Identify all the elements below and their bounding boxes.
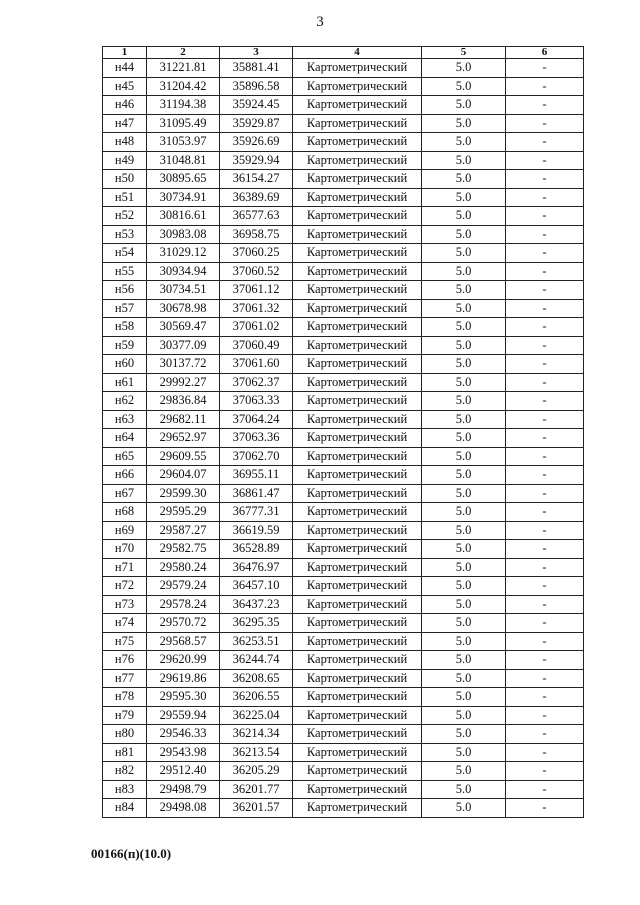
method-cell: Картометрический [293, 595, 422, 614]
x-coordinate-cell: 29587.27 [147, 521, 220, 540]
method-cell: Картометрический [293, 114, 422, 133]
table-row [103, 207, 584, 226]
table-row [103, 762, 584, 781]
method-cell: Картометрический [293, 392, 422, 411]
method-cell: Картометрический [293, 207, 422, 226]
note-cell: - [506, 799, 584, 818]
point-id-cell: н54 [103, 244, 147, 263]
table-row [103, 318, 584, 337]
method-cell: Картометрический [293, 355, 422, 374]
table-row [103, 614, 584, 633]
y-coordinate-cell: 36201.57 [220, 799, 293, 818]
x-coordinate-cell: 31095.49 [147, 114, 220, 133]
note-cell: - [506, 133, 584, 152]
x-coordinate-cell: 29543.98 [147, 743, 220, 762]
note-cell: - [506, 614, 584, 633]
table-row [103, 632, 584, 651]
method-cell: Картометрический [293, 577, 422, 596]
point-id-cell: н44 [103, 59, 147, 78]
x-coordinate-cell: 30137.72 [147, 355, 220, 374]
note-cell: - [506, 299, 584, 318]
table-row [103, 410, 584, 429]
table-row [103, 669, 584, 688]
table-body [103, 59, 584, 818]
table-row [103, 336, 584, 355]
note-cell: - [506, 577, 584, 596]
method-cell: Картометрический [293, 410, 422, 429]
table-row [103, 429, 584, 448]
point-id-cell: н78 [103, 688, 147, 707]
x-coordinate-cell: 29568.57 [147, 632, 220, 651]
y-coordinate-cell: 37063.33 [220, 392, 293, 411]
page-number: 3 [316, 14, 324, 30]
x-coordinate-cell: 30734.51 [147, 281, 220, 300]
accuracy-cell: 5.0 [422, 799, 506, 818]
note-cell: - [506, 410, 584, 429]
y-coordinate-cell: 36214.34 [220, 725, 293, 744]
y-coordinate-cell: 36577.63 [220, 207, 293, 226]
note-cell: - [506, 688, 584, 707]
table-row [103, 188, 584, 207]
accuracy-cell: 5.0 [422, 429, 506, 448]
note-cell: - [506, 503, 584, 522]
note-cell: - [506, 318, 584, 337]
accuracy-cell: 5.0 [422, 336, 506, 355]
note-cell: - [506, 59, 584, 78]
accuracy-cell: 5.0 [422, 59, 506, 78]
note-cell: - [506, 96, 584, 115]
note-cell: - [506, 77, 584, 96]
note-cell: - [506, 595, 584, 614]
method-cell: Картометрический [293, 318, 422, 337]
x-coordinate-cell: 30734.91 [147, 188, 220, 207]
column-header: 1 [103, 47, 147, 59]
table-row [103, 521, 584, 540]
x-coordinate-cell: 29595.29 [147, 503, 220, 522]
point-id-cell: н67 [103, 484, 147, 503]
point-id-cell: н75 [103, 632, 147, 651]
column-header: 3 [220, 47, 293, 59]
x-coordinate-cell: 29599.30 [147, 484, 220, 503]
x-coordinate-cell: 31048.81 [147, 151, 220, 170]
point-id-cell: н45 [103, 77, 147, 96]
x-coordinate-cell: 29579.24 [147, 577, 220, 596]
note-cell: - [506, 188, 584, 207]
accuracy-cell: 5.0 [422, 632, 506, 651]
accuracy-cell: 5.0 [422, 114, 506, 133]
table-row [103, 725, 584, 744]
y-coordinate-cell: 36205.29 [220, 762, 293, 781]
note-cell: - [506, 355, 584, 374]
point-id-cell: н48 [103, 133, 147, 152]
accuracy-cell: 5.0 [422, 373, 506, 392]
table-row [103, 484, 584, 503]
x-coordinate-cell: 29682.11 [147, 410, 220, 429]
note-cell: - [506, 540, 584, 559]
y-coordinate-cell: 37060.25 [220, 244, 293, 263]
point-id-cell: н55 [103, 262, 147, 281]
note-cell: - [506, 170, 584, 189]
point-id-cell: н81 [103, 743, 147, 762]
point-id-cell: н73 [103, 595, 147, 614]
accuracy-cell: 5.0 [422, 170, 506, 189]
accuracy-cell: 5.0 [422, 558, 506, 577]
accuracy-cell: 5.0 [422, 77, 506, 96]
method-cell: Картометрический [293, 151, 422, 170]
y-coordinate-cell: 36437.23 [220, 595, 293, 614]
method-cell: Картометрический [293, 632, 422, 651]
point-id-cell: н53 [103, 225, 147, 244]
accuracy-cell: 5.0 [422, 133, 506, 152]
accuracy-cell: 5.0 [422, 410, 506, 429]
method-cell: Картометрический [293, 651, 422, 670]
x-coordinate-cell: 30983.08 [147, 225, 220, 244]
point-id-cell: н70 [103, 540, 147, 559]
y-coordinate-cell: 36389.69 [220, 188, 293, 207]
x-coordinate-cell: 29582.75 [147, 540, 220, 559]
table-row [103, 743, 584, 762]
note-cell: - [506, 281, 584, 300]
x-coordinate-cell: 29619.86 [147, 669, 220, 688]
accuracy-cell: 5.0 [422, 725, 506, 744]
y-coordinate-cell: 36201.77 [220, 780, 293, 799]
point-id-cell: н64 [103, 429, 147, 448]
y-coordinate-cell: 36295.35 [220, 614, 293, 633]
method-cell: Картометрический [293, 669, 422, 688]
point-id-cell: н62 [103, 392, 147, 411]
method-cell: Картометрический [293, 706, 422, 725]
method-cell: Картометрический [293, 281, 422, 300]
table-row [103, 595, 584, 614]
x-coordinate-cell: 31221.81 [147, 59, 220, 78]
accuracy-cell: 5.0 [422, 447, 506, 466]
accuracy-cell: 5.0 [422, 281, 506, 300]
point-id-cell: н60 [103, 355, 147, 374]
table-header-row [103, 47, 584, 59]
note-cell: - [506, 373, 584, 392]
y-coordinate-cell: 36225.04 [220, 706, 293, 725]
method-cell: Картометрический [293, 725, 422, 744]
accuracy-cell: 5.0 [422, 651, 506, 670]
note-cell: - [506, 151, 584, 170]
table-row [103, 114, 584, 133]
method-cell: Картометрический [293, 188, 422, 207]
x-coordinate-cell: 30816.61 [147, 207, 220, 226]
point-id-cell: н69 [103, 521, 147, 540]
note-cell: - [506, 484, 584, 503]
method-cell: Картометрический [293, 484, 422, 503]
point-id-cell: н77 [103, 669, 147, 688]
x-coordinate-cell: 29546.33 [147, 725, 220, 744]
table-row [103, 355, 584, 374]
y-coordinate-cell: 36244.74 [220, 651, 293, 670]
note-cell: - [506, 262, 584, 281]
point-id-cell: н63 [103, 410, 147, 429]
y-coordinate-cell: 36476.97 [220, 558, 293, 577]
method-cell: Картометрический [293, 262, 422, 281]
column-header: 5 [422, 47, 506, 59]
column-header: 2 [147, 47, 220, 59]
table-row [103, 447, 584, 466]
point-id-cell: н61 [103, 373, 147, 392]
x-coordinate-cell: 29578.24 [147, 595, 220, 614]
point-id-cell: н82 [103, 762, 147, 781]
note-cell: - [506, 725, 584, 744]
note-cell: - [506, 780, 584, 799]
y-coordinate-cell: 35924.45 [220, 96, 293, 115]
point-id-cell: н68 [103, 503, 147, 522]
table-row [103, 558, 584, 577]
y-coordinate-cell: 36861.47 [220, 484, 293, 503]
column-header: 6 [506, 47, 584, 59]
point-id-cell: н52 [103, 207, 147, 226]
y-coordinate-cell: 37063.36 [220, 429, 293, 448]
point-id-cell: н71 [103, 558, 147, 577]
point-id-cell: н80 [103, 725, 147, 744]
y-coordinate-cell: 36955.11 [220, 466, 293, 485]
accuracy-cell: 5.0 [422, 706, 506, 725]
accuracy-cell: 5.0 [422, 577, 506, 596]
y-coordinate-cell: 35929.87 [220, 114, 293, 133]
table-row [103, 780, 584, 799]
x-coordinate-cell: 29595.30 [147, 688, 220, 707]
method-cell: Картометрический [293, 558, 422, 577]
accuracy-cell: 5.0 [422, 743, 506, 762]
y-coordinate-cell: 36154.27 [220, 170, 293, 189]
method-cell: Картометрический [293, 743, 422, 762]
method-cell: Картометрический [293, 521, 422, 540]
point-id-cell: н47 [103, 114, 147, 133]
point-id-cell: н84 [103, 799, 147, 818]
y-coordinate-cell: 36253.51 [220, 632, 293, 651]
column-header: 4 [293, 47, 422, 59]
note-cell: - [506, 706, 584, 725]
method-cell: Картометрический [293, 299, 422, 318]
table-row [103, 96, 584, 115]
table-row [103, 77, 584, 96]
table-row [103, 299, 584, 318]
note-cell: - [506, 207, 584, 226]
accuracy-cell: 5.0 [422, 521, 506, 540]
method-cell: Картометрический [293, 336, 422, 355]
method-cell: Картометрический [293, 503, 422, 522]
method-cell: Картометрический [293, 373, 422, 392]
x-coordinate-cell: 31194.38 [147, 96, 220, 115]
table-row [103, 59, 584, 78]
method-cell: Картометрический [293, 447, 422, 466]
document-code: 00166(п)(10.0) [91, 846, 172, 861]
accuracy-cell: 5.0 [422, 595, 506, 614]
table-row [103, 651, 584, 670]
point-id-cell: н65 [103, 447, 147, 466]
x-coordinate-cell: 29604.07 [147, 466, 220, 485]
table-row [103, 133, 584, 152]
note-cell: - [506, 762, 584, 781]
point-id-cell: н74 [103, 614, 147, 633]
point-id-cell: н58 [103, 318, 147, 337]
table-row [103, 281, 584, 300]
table-row [103, 466, 584, 485]
y-coordinate-cell: 37062.37 [220, 373, 293, 392]
point-id-cell: н66 [103, 466, 147, 485]
table-row [103, 799, 584, 818]
y-coordinate-cell: 36958.75 [220, 225, 293, 244]
accuracy-cell: 5.0 [422, 299, 506, 318]
method-cell: Картометрический [293, 96, 422, 115]
table-row [103, 392, 584, 411]
table-row [103, 170, 584, 189]
x-coordinate-cell: 30377.09 [147, 336, 220, 355]
point-id-cell: н51 [103, 188, 147, 207]
accuracy-cell: 5.0 [422, 484, 506, 503]
x-coordinate-cell: 31053.97 [147, 133, 220, 152]
table-row [103, 540, 584, 559]
x-coordinate-cell: 30895.65 [147, 170, 220, 189]
table-row [103, 706, 584, 725]
method-cell: Картометрический [293, 244, 422, 263]
x-coordinate-cell: 29580.24 [147, 558, 220, 577]
accuracy-cell: 5.0 [422, 614, 506, 633]
y-coordinate-cell: 37060.52 [220, 262, 293, 281]
accuracy-cell: 5.0 [422, 780, 506, 799]
x-coordinate-cell: 29652.97 [147, 429, 220, 448]
y-coordinate-cell: 37061.32 [220, 299, 293, 318]
y-coordinate-cell: 36777.31 [220, 503, 293, 522]
accuracy-cell: 5.0 [422, 762, 506, 781]
accuracy-cell: 5.0 [422, 96, 506, 115]
accuracy-cell: 5.0 [422, 151, 506, 170]
accuracy-cell: 5.0 [422, 355, 506, 374]
point-id-cell: н76 [103, 651, 147, 670]
y-coordinate-cell: 36457.10 [220, 577, 293, 596]
method-cell: Картометрический [293, 59, 422, 78]
accuracy-cell: 5.0 [422, 669, 506, 688]
table-row [103, 373, 584, 392]
x-coordinate-cell: 29609.55 [147, 447, 220, 466]
method-cell: Картометрический [293, 429, 422, 448]
y-coordinate-cell: 36208.65 [220, 669, 293, 688]
y-coordinate-cell: 36206.55 [220, 688, 293, 707]
table-row [103, 244, 584, 263]
coordinates-table [102, 46, 584, 818]
y-coordinate-cell: 35881.41 [220, 59, 293, 78]
note-cell: - [506, 466, 584, 485]
y-coordinate-cell: 37062.70 [220, 447, 293, 466]
point-id-cell: н79 [103, 706, 147, 725]
y-coordinate-cell: 36528.89 [220, 540, 293, 559]
y-coordinate-cell: 35929.94 [220, 151, 293, 170]
method-cell: Картометрический [293, 614, 422, 633]
accuracy-cell: 5.0 [422, 466, 506, 485]
x-coordinate-cell: 30934.94 [147, 262, 220, 281]
accuracy-cell: 5.0 [422, 244, 506, 263]
x-coordinate-cell: 29498.79 [147, 780, 220, 799]
method-cell: Картометрический [293, 799, 422, 818]
y-coordinate-cell: 37061.02 [220, 318, 293, 337]
y-coordinate-cell: 35896.58 [220, 77, 293, 96]
y-coordinate-cell: 37061.12 [220, 281, 293, 300]
table-row [103, 262, 584, 281]
method-cell: Картометрический [293, 466, 422, 485]
accuracy-cell: 5.0 [422, 188, 506, 207]
note-cell: - [506, 521, 584, 540]
accuracy-cell: 5.0 [422, 392, 506, 411]
note-cell: - [506, 225, 584, 244]
point-id-cell: н46 [103, 96, 147, 115]
point-id-cell: н56 [103, 281, 147, 300]
note-cell: - [506, 447, 584, 466]
note-cell: - [506, 336, 584, 355]
method-cell: Картометрический [293, 133, 422, 152]
table-row [103, 503, 584, 522]
x-coordinate-cell: 31029.12 [147, 244, 220, 263]
table-row [103, 225, 584, 244]
accuracy-cell: 5.0 [422, 688, 506, 707]
y-coordinate-cell: 35926.69 [220, 133, 293, 152]
note-cell: - [506, 429, 584, 448]
method-cell: Картометрический [293, 170, 422, 189]
accuracy-cell: 5.0 [422, 225, 506, 244]
y-coordinate-cell: 36213.54 [220, 743, 293, 762]
point-id-cell: н57 [103, 299, 147, 318]
method-cell: Картометрический [293, 780, 422, 799]
method-cell: Картометрический [293, 540, 422, 559]
point-id-cell: н50 [103, 170, 147, 189]
method-cell: Картометрический [293, 77, 422, 96]
accuracy-cell: 5.0 [422, 318, 506, 337]
y-coordinate-cell: 37064.24 [220, 410, 293, 429]
point-id-cell: н83 [103, 780, 147, 799]
x-coordinate-cell: 29498.08 [147, 799, 220, 818]
method-cell: Картометрический [293, 688, 422, 707]
y-coordinate-cell: 37061.60 [220, 355, 293, 374]
x-coordinate-cell: 29559.94 [147, 706, 220, 725]
note-cell: - [506, 743, 584, 762]
note-cell: - [506, 632, 584, 651]
note-cell: - [506, 651, 584, 670]
x-coordinate-cell: 29620.99 [147, 651, 220, 670]
point-id-cell: н59 [103, 336, 147, 355]
x-coordinate-cell: 29836.84 [147, 392, 220, 411]
x-coordinate-cell: 29992.27 [147, 373, 220, 392]
x-coordinate-cell: 31204.42 [147, 77, 220, 96]
x-coordinate-cell: 29512.40 [147, 762, 220, 781]
x-coordinate-cell: 30678.98 [147, 299, 220, 318]
x-coordinate-cell: 29570.72 [147, 614, 220, 633]
y-coordinate-cell: 36619.59 [220, 521, 293, 540]
note-cell: - [506, 669, 584, 688]
table-row [103, 688, 584, 707]
point-id-cell: н72 [103, 577, 147, 596]
accuracy-cell: 5.0 [422, 207, 506, 226]
point-id-cell: н49 [103, 151, 147, 170]
note-cell: - [506, 244, 584, 263]
note-cell: - [506, 558, 584, 577]
method-cell: Картометрический [293, 762, 422, 781]
method-cell: Картометрический [293, 225, 422, 244]
accuracy-cell: 5.0 [422, 540, 506, 559]
note-cell: - [506, 392, 584, 411]
accuracy-cell: 5.0 [422, 262, 506, 281]
x-coordinate-cell: 30569.47 [147, 318, 220, 337]
table-row [103, 577, 584, 596]
y-coordinate-cell: 37060.49 [220, 336, 293, 355]
table-row [103, 151, 584, 170]
note-cell: - [506, 114, 584, 133]
accuracy-cell: 5.0 [422, 503, 506, 522]
